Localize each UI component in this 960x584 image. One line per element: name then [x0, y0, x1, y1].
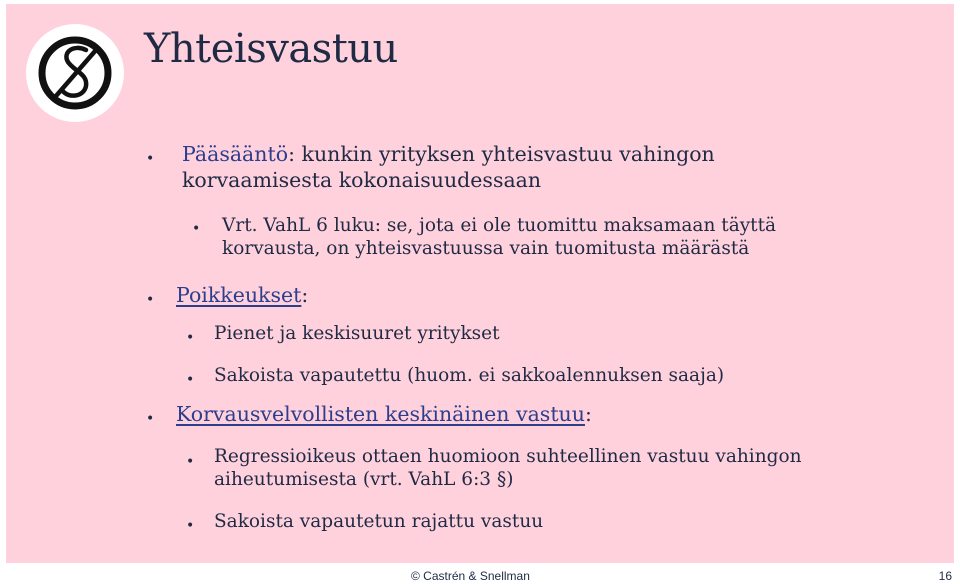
bullet-icon: • — [186, 454, 195, 470]
logo — [26, 24, 124, 122]
list-item-text: Sakoista vapautettu (huom. ei sakkoalennuksen saaja) — [214, 365, 725, 386]
list-item-term: Korvausvelvollisten keskinäinen vastuu — [176, 402, 585, 426]
list-item — [214, 510, 914, 533]
list-item-separator: : — [584, 402, 592, 426]
list-item — [222, 214, 862, 260]
bullet-icon: • — [146, 411, 155, 427]
bullet-icon: • — [186, 330, 195, 346]
list-item — [214, 364, 934, 387]
slide — [6, 4, 954, 563]
list-item — [214, 322, 914, 345]
list-item-term: Poikkeukset — [176, 283, 302, 307]
list-item-text: Regressioikeus ottaen huomioon suhteellinen vastuu vahingon aiheutumisesta (vrt. VahL 6:3 §) — [214, 446, 802, 491]
list-item-separator: : — [301, 283, 309, 307]
bullet-icon: • — [146, 151, 155, 167]
list-item — [182, 142, 822, 193]
list-item-text: Sakoista vapautetun rajattu vastuu — [214, 511, 544, 532]
bullet-icon: • — [186, 518, 195, 534]
list-item-separator: : — [288, 142, 295, 166]
bullet-icon: • — [186, 372, 195, 388]
bullet-icon: • — [192, 221, 201, 237]
list-item-text: kunkin yrityksen yhteisvastuu vahingon korvaamisesta kokonaisuudessaan — [182, 142, 715, 192]
page-number: 16 — [938, 569, 952, 583]
list-item-term: Pääsääntö — [182, 142, 289, 166]
list-item-text: Pienet ja keskisuuret yritykset — [214, 323, 500, 344]
bullet-icon: • — [146, 292, 155, 308]
list-item-text: Vrt. VahL 6 luku: se, jota ei ole tuomittu maksamaan täyttä korvausta, on yhteisvastuussa vain tuomitusta määrästä — [222, 215, 777, 260]
copyright-text: © Castrén & Snellman — [411, 569, 530, 583]
list-item — [176, 402, 896, 428]
list-item — [214, 445, 904, 491]
slide-title: Yhteisvastuu — [144, 26, 398, 72]
footer — [0, 566, 960, 584]
list-item — [176, 283, 876, 309]
castren-snellman-logo-icon — [26, 24, 124, 122]
